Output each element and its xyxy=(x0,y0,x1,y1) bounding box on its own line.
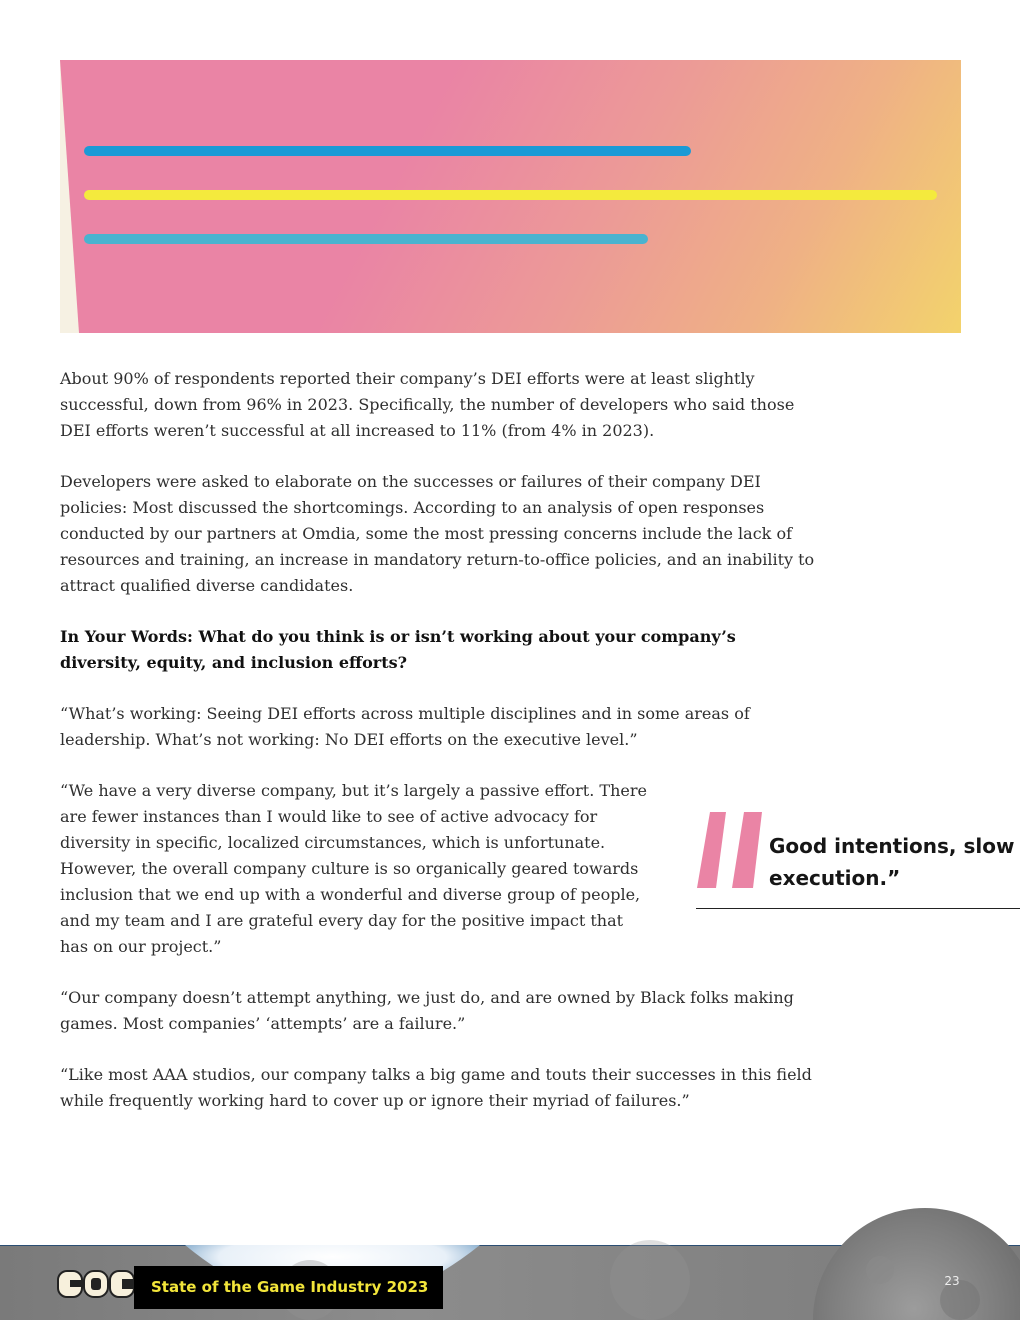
gdc-logo xyxy=(56,1268,136,1300)
hero-bar-teal xyxy=(84,234,648,244)
pull-quote-text: Good intentions, slow execution.” xyxy=(769,834,1015,890)
response-quote: “Our company doesn’t attempt anything, we just do, and are owned by Black folks making games. Most companies’ ‘attempts’ are a failure.” xyxy=(60,988,794,1033)
response-quote: “What’s working: Seeing DEI efforts across multiple disciplines and in some areas of leadership. What’s not working: No DEI efforts on the executive level.” xyxy=(60,704,750,749)
response-quote: “Like most AAA studios, our company talks a big game and touts their successes in this field while frequently working hard to cover up or ignore their myriad of failures.” xyxy=(60,1065,812,1110)
hero-banner xyxy=(60,60,961,333)
quote-mark-icon xyxy=(696,810,764,890)
response-quote: “We have a very diverse company, but it’s largely a passive effort. There are fewer instances than I would like to see of active advocacy for diversity in specific, localized circumstances, which is unfortunate. However, the overall company culture is so organically geared towards inclusion that we end up with a wonderful and diverse group of people, and my team and I are grateful every day for the positive impact that has on our project.” xyxy=(60,781,647,956)
article-body xyxy=(60,366,820,1139)
page-number: 23 xyxy=(944,1274,960,1288)
report-title: State of the Game Industry 2023 xyxy=(134,1266,443,1309)
survey-question: In Your Words: What do you think is or isn’t working about your company’s diversity, equity, and inclusion efforts? xyxy=(60,627,736,672)
paragraph-omdia-analysis: Developers were asked to elaborate on the successes or failures of their company DEI policies: Most discussed the shortcomings. According to an analysis of open responses conducted by our partners at Omdia, some the most pressing concerns include the lack of resources and training, an increase in mandatory return-to-office policies, and an inability to attract qualified diverse candidates. xyxy=(60,472,815,595)
pull-quote xyxy=(696,808,1020,909)
paragraph-dei-success: About 90% of respondents reported their company’s DEI efforts were at least slightly successful, down from 96% in 2023. Specifically, the number of developers who said those DEI efforts weren’t successful at all increased to 11% (from 4% in 2023). xyxy=(60,369,795,440)
hero-bar-yellow xyxy=(84,190,937,200)
hero-bar-blue xyxy=(84,146,691,156)
